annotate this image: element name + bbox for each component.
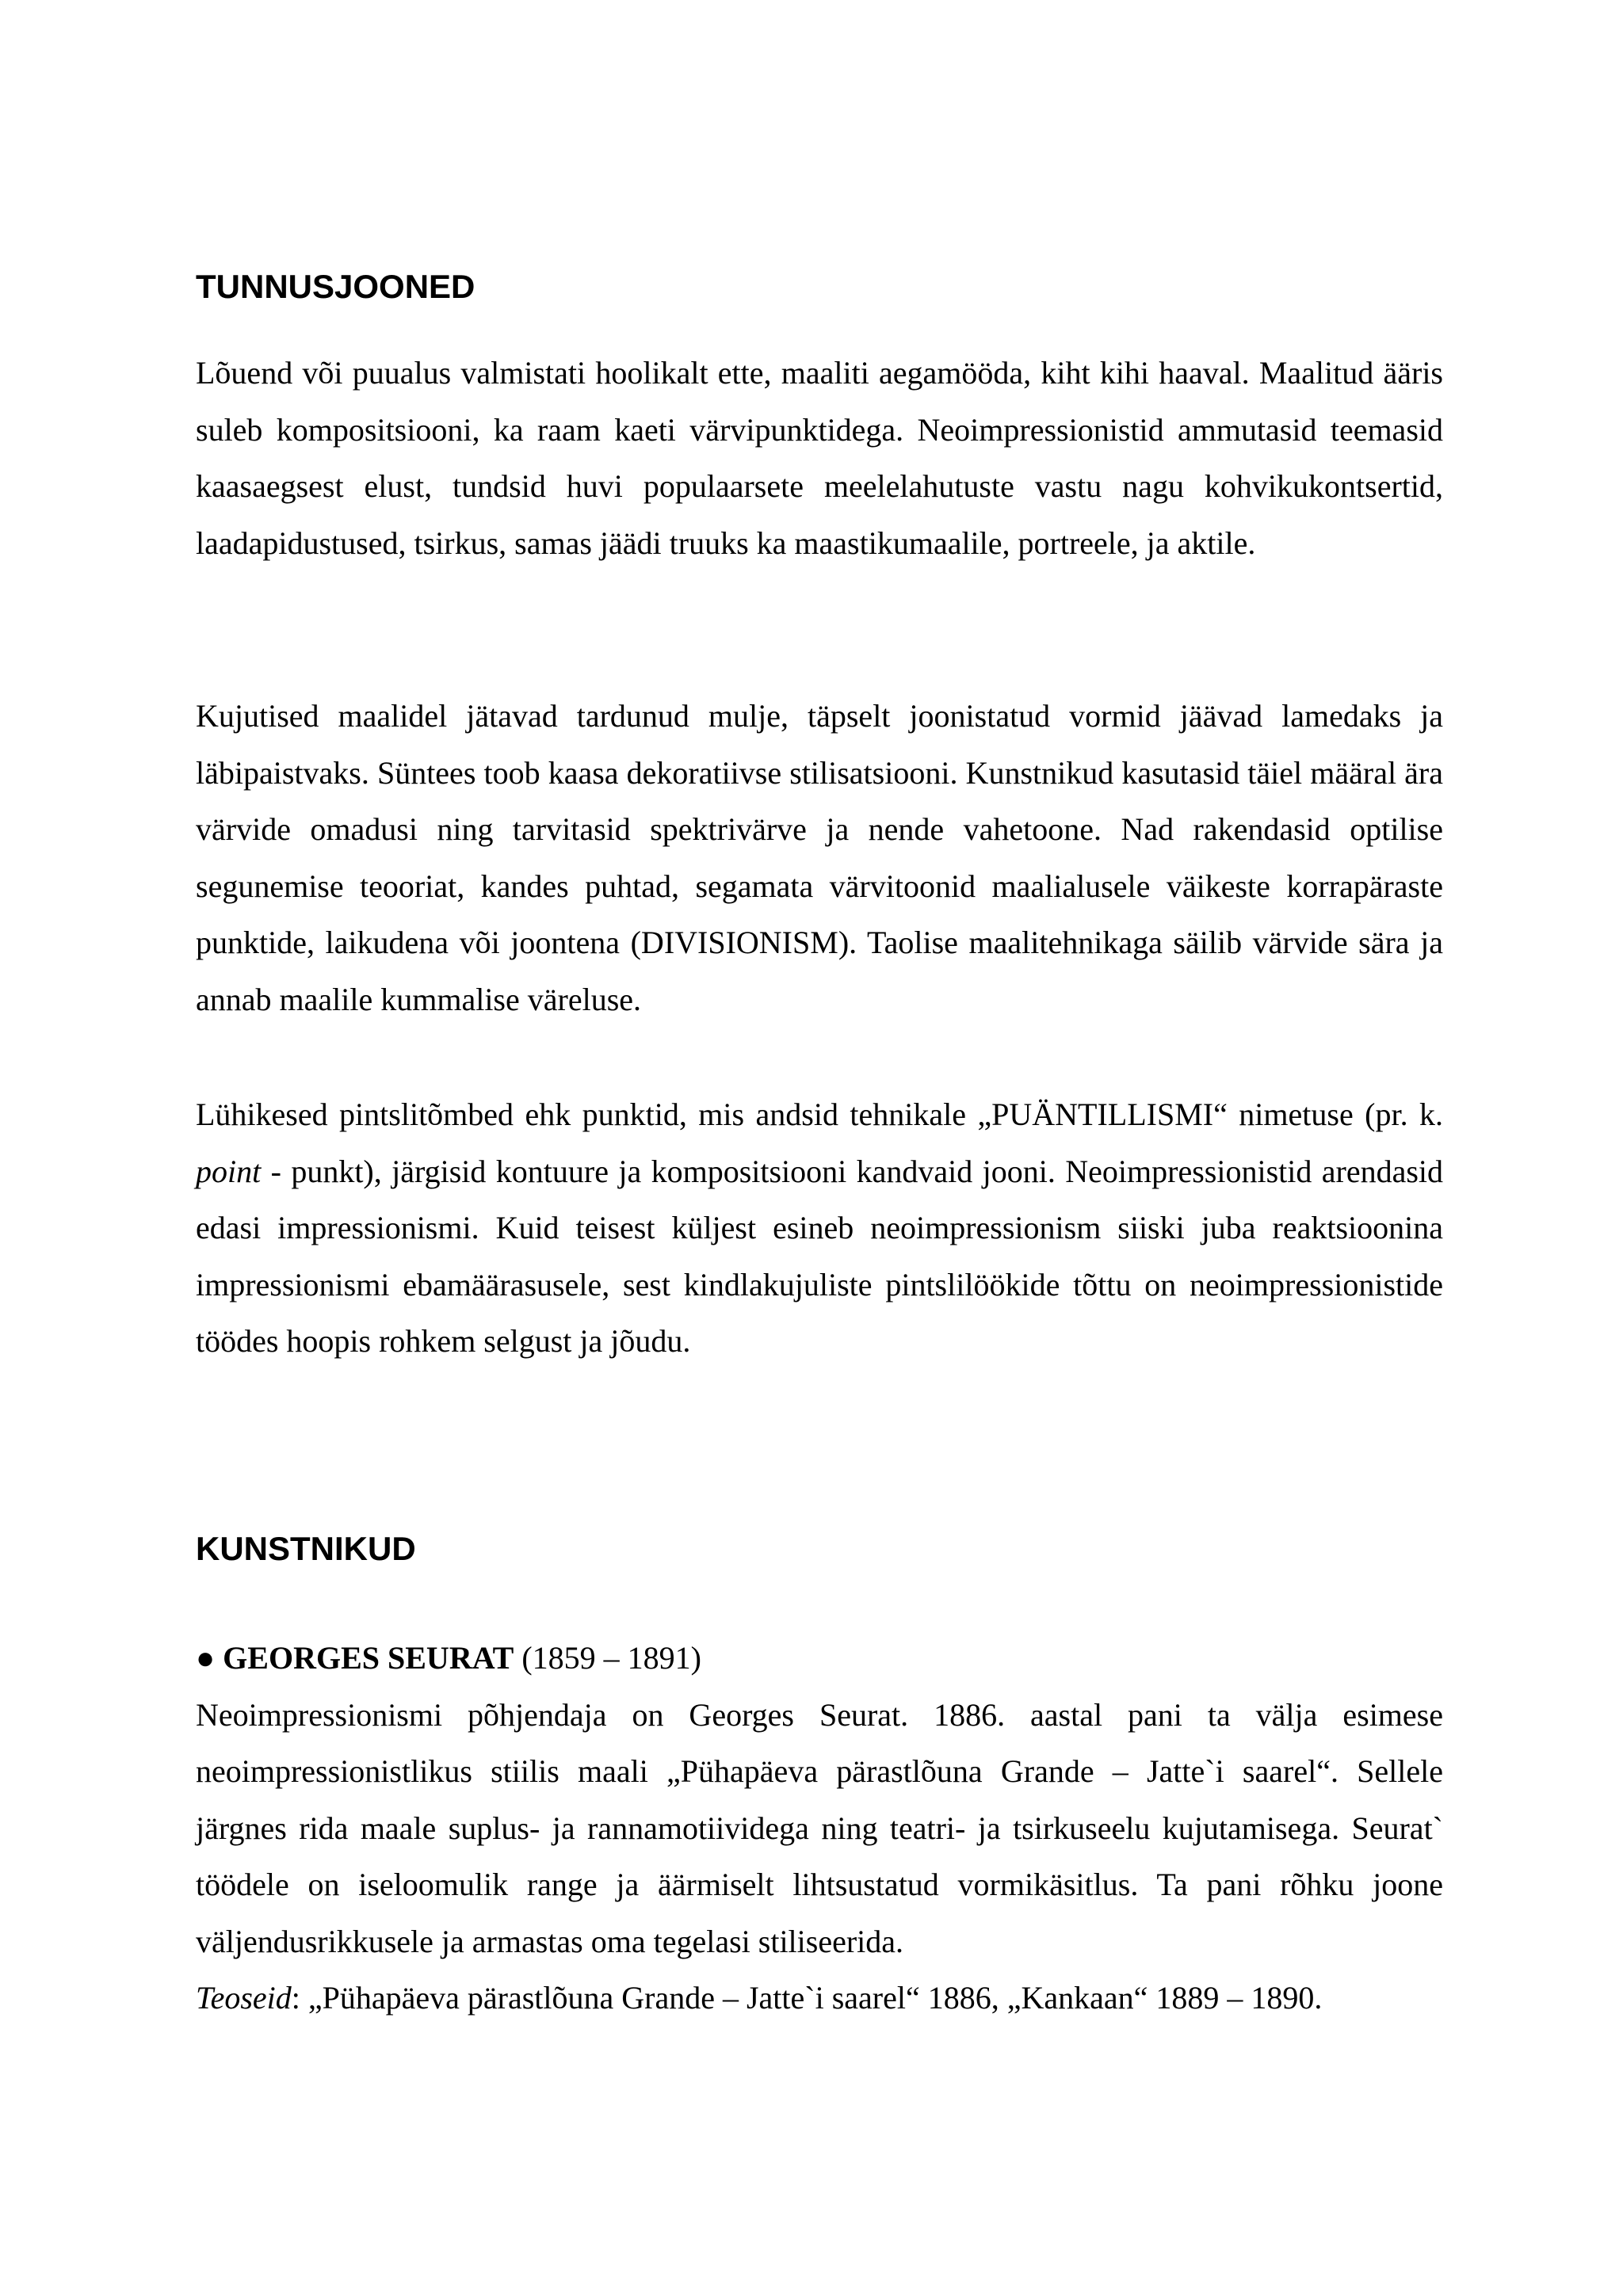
paragraph-1: Lõuend või puualus valmistati hoolikalt ette, maaliti aegamööda, kiht kihi haaval. Maalitud ääris suleb kompositsiooni, ka raam kaeti värvipunktidega. Neoimpressionistid ammutasid teemasid kaasaegsest elust, tundsid huvi populaarsete meelelahutuste vastu nagu kohvikukontsertid, laadapidustused, tsirkus, samas jäädi truuks ka maastikumaalile, portreele, ja aktile. bbox=[196, 355, 1443, 561]
paragraph-3-text-a: Lühikesed pintslitõmbed ehk punktid, mis andsid tehnikale „PUÄNTILLISMI“ nimetuse (pr. k. bbox=[196, 1097, 1443, 1132]
artist-works bbox=[196, 1970, 1443, 2027]
artist-heading bbox=[196, 1630, 1443, 1687]
section-heading-kunstnikud: KUNSTNIKUD bbox=[196, 1530, 416, 1567]
paragraph-2: Kujutised maalidel jätavad tardunud mulje, täpselt joonistatud vormid jäävad lamedaks ja läbipaistvaks. Süntees toob kaasa dekoratiivse stilisatsiooni. Kunstnikud kasutasid täiel määral ära värvide omadusi ning tarvitasid spektrivärve ja nende vahetoone. Nad rakendasid optilise segunemise teooriat, kandes puhtad, segamata värvitoonid maalialusele väikeste korrapäraste punktide, laikudena või joontena (DIVISIONISM). Taolise maalitehnikaga säilib värvide sära ja annab maalile kummalise väreluse. bbox=[196, 698, 1443, 1017]
artist-name: GEORGES SEURAT bbox=[223, 1640, 514, 1676]
section-heading-tunnusjooned: TUNNUSJOONED bbox=[196, 268, 475, 305]
artist-dates: (1859 – 1891) bbox=[521, 1640, 701, 1676]
works-list: : „Pühapäeva pärastlõuna Grande – Jatte`i saarel“ 1886, „Kankaan“ 1889 – 1890. bbox=[291, 1980, 1323, 2016]
paragraph-3-italic-term: point bbox=[196, 1153, 262, 1189]
works-label: Teoseid bbox=[196, 1980, 292, 2016]
bullet-icon: ● bbox=[196, 1640, 216, 1676]
paragraph-3-text-b: - punkt), järgisid kontuure ja kompositsiooni kandvaid jooni. Neoimpressionistid arendasid edasi impressionismi. Kuid teisest küljest esineb neoimpressionism siiski juba reaktsioonina impressionismi ebamäärasusele, sest kindlakujuliste pintslilöökide tõttu on neoimpressionistide töödes hoopis rohkem selgust ja jõudu. bbox=[196, 1153, 1443, 1359]
artist-entry-seurat bbox=[196, 1630, 1443, 2027]
paragraph-3 bbox=[196, 1086, 1443, 1370]
artist-bio: Neoimpressionismi põhjendaja on Georges Seurat. 1886. aastal pani ta välja esimese neoimpressionistlikus stiilis maali „Pühapäeva pärastlõuna Grande – Jatte`i saarel“. Sellele järgnes rida maale suplus- ja rannamotiividega ning teatri- ja tsirkuseelu kujutamisega. Seurat` töödele on iseloomulik range ja äärmiselt lihtsustatud vormikäsitlus. Ta pani rõhku joone väljendusrikkusele ja armastas oma tegelasi stiliseerida. bbox=[196, 1696, 1443, 1959]
